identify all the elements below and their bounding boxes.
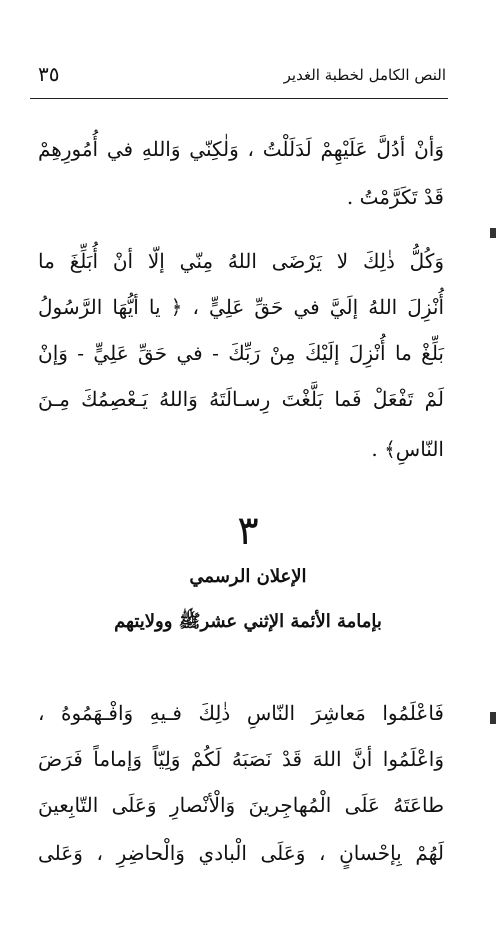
page-header bbox=[38, 62, 446, 96]
scan-edge-mark bbox=[490, 228, 496, 238]
section-subtitle: بإمامة الأئمة الإثني عشرﷺ وولايتهم bbox=[114, 611, 382, 632]
text-line: بَلِّغْ ما أُنْزِلَ إلَيْكَ مِنْ رَبِّكَ - في حَقِّ عَلِيٍّ - وَإنْ bbox=[38, 341, 444, 365]
section-title: الإعلان الرسمي bbox=[189, 566, 307, 587]
text-line: لَهُمْ بِإحْسانٍ ، وَعَلَى الْبادي وَالْحاضِرِ ، وَعَلى bbox=[38, 841, 444, 865]
text-line: النّاسِ﴾ . bbox=[371, 437, 444, 461]
text-line: لَمْ تَفْعَلْ فَما بَلَّغْتَ رِسـالَتَهُ وَاللهُ يَـعْصِمُكَ مِـنَ bbox=[38, 387, 444, 411]
scan-edge-mark bbox=[490, 712, 496, 724]
text-line: قَدْ تَكَرَّمْتُ . bbox=[346, 185, 444, 209]
text-line: أُنْزِلَ اللهُ إلَيَّ في حَقِّ عَلِيٍّ ، ﴿ يا أيُّهَا الرَّسُولُ bbox=[38, 295, 444, 319]
text-line: وَاعْلَمُوا أنَّ اللهَ قَدْ نَصَبَهُ لَكُمْ وَلِيّاً وَإماماً فَرَضَ bbox=[38, 747, 444, 771]
text-line: فَاعْلَمُوا مَعاشِرَ النّاسِ ذٰلِكَ فـيهِ وَافْـهَمُوهُ ، bbox=[38, 701, 444, 725]
section-numeral: ٣ bbox=[237, 508, 259, 554]
page-number: ٣٥ bbox=[38, 62, 60, 86]
text-line: طاعَتَهُ عَلَى الْمُهاجِرينَ وَالْأنْصارِ وَعَلَى التّابِعينَ bbox=[38, 793, 444, 817]
text-line: وَأنْ أدُلَّ عَلَيْهِمْ لَدَلَلْتُ ، وَلٰكِنّي وَاللهِ في أُمُورِهِمْ bbox=[38, 137, 444, 161]
running-title: النص الكامل لخطبة الغدير bbox=[283, 66, 446, 84]
text-line: وَكُلُّ ذٰلِكَ لا يَرْضَى اللهُ مِنّي إلّا أنْ أُبَلِّغَ ما bbox=[38, 249, 444, 273]
header-rule bbox=[30, 98, 448, 99]
